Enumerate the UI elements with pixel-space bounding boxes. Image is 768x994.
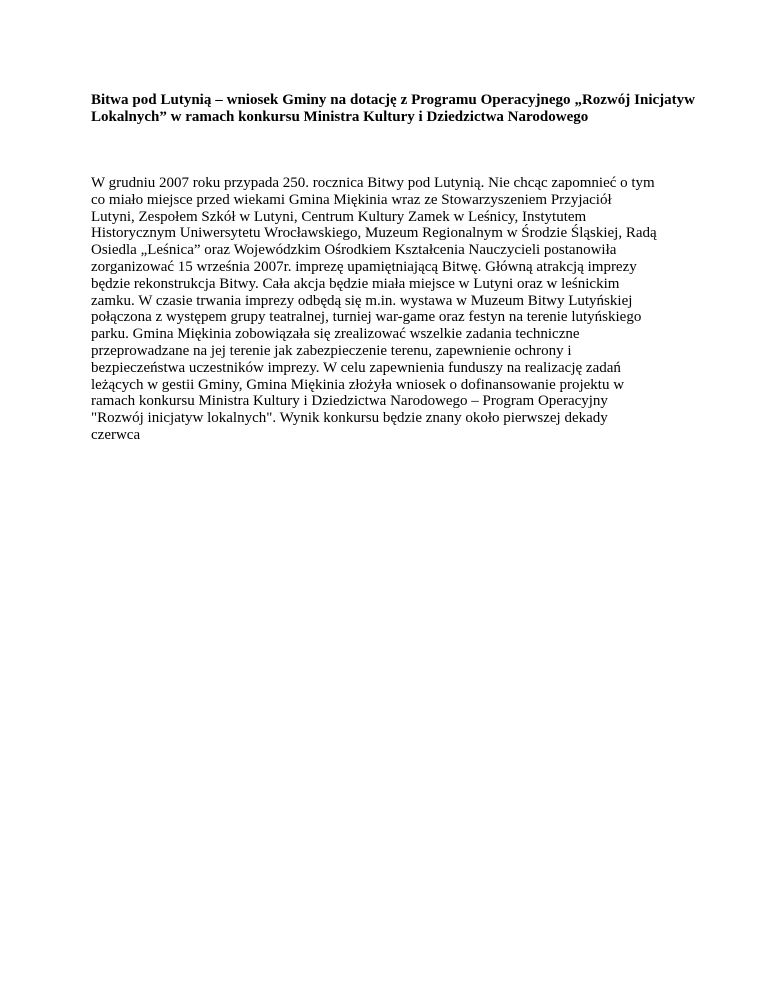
- body-line: połączona z występem grupy teatralnej, turniej war-game oraz festyn na terenie lutyńskiego: [91, 309, 642, 326]
- body-line: zamku. W czasie trwania imprezy odbędą się m.in. wystawa w Muzeum Bitwy Lutyńskiej: [91, 292, 633, 309]
- body-line: "Rozwój inicjatyw lokalnych". Wynik konkursu będzie znany około pierwszej dekady: [91, 410, 608, 427]
- document-body: [91, 175, 691, 444]
- body-line: Lutyni, Zespołem Szkół w Lutyni, Centrum Kultury Zamek w Leśnicy, Instytutem: [91, 208, 587, 225]
- body-line: Osiedla „Leśnica” oraz Wojewódzkim Ośrodkiem Kształcenia Nauczycieli postanowiła: [91, 242, 617, 259]
- body-line: będzie rekonstrukcja Bitwy. Cała akcja będzie miała miejsce w Lutyni oraz w leśnickim: [91, 275, 620, 292]
- body-line: co miało miejsce przed wiekami Gmina Miękinia wraz ze Stowarzyszeniem Przyjaciół: [91, 191, 612, 208]
- body-line: zorganizować 15 września 2007r. imprezę upamiętniającą Bitwę. Główną atrakcją imprezy: [91, 258, 637, 275]
- body-line: przeprowadzane na jej terenie jak zabezpieczenie terenu, zapewnienie ochrony i: [91, 342, 572, 359]
- document-title: Bitwa pod Lutynią – wniosek Gminy na dotację z Programu Operacyjnego „Rozwój Inicjatyw Lokalnych” w ramach konkursu Ministra Kultury i Dziedzictwa Narodowego: [91, 92, 695, 125]
- body-line: Historycznym Uniwersytetu Wrocławskiego, Muzeum Regionalnym w Środzie Śląskiej, Radą: [91, 225, 657, 242]
- body-line: W grudniu 2007 roku przypada 250. rocznica Bitwy pod Lutynią. Nie chcąc zapomnieć o tym: [91, 175, 655, 191]
- body-line: leżących w gestii Gminy, Gmina Miękinia złożyła wniosek o dofinansowanie projektu w: [91, 376, 625, 393]
- body-line: parku. Gmina Miękinia zobowiązała się zrealizować wszelkie zadania techniczne: [91, 326, 580, 343]
- body-line: czerwca: [91, 426, 141, 443]
- body-line: bezpieczeństwa uczestników imprezy. W celu zapewnienia funduszy na realizację zadań: [91, 359, 621, 376]
- body-line: ramach konkursu Ministra Kultury i Dziedzictwa Narodowego – Program Operacyjny: [91, 393, 608, 410]
